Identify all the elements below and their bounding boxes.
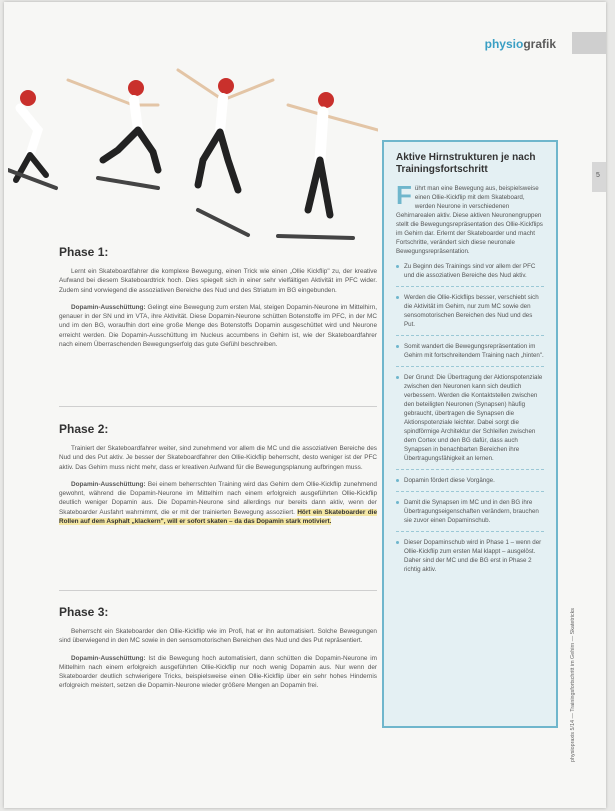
phase-2-title: Phase 2: [59, 422, 109, 436]
phase-3-title: Phase 3: [59, 605, 109, 619]
info-box [382, 140, 558, 728]
highlighted-statement: Hört ein Skateboarder die Rollen auf dem Asphalt „klackern", will er sofort skaten – da das Dopamin stark motiviert. [59, 508, 377, 526]
list-divider [396, 469, 544, 470]
bullet-icon [396, 479, 399, 482]
list-divider [396, 286, 544, 287]
page-tab: 5 [592, 162, 606, 192]
phase-1-body [59, 267, 377, 349]
divider [59, 590, 377, 591]
phase-2-body [59, 444, 377, 526]
bullet-icon [396, 501, 399, 504]
phase-1-paragraph-2: Dopamin-Ausschüttung: Gelingt eine Bewegung zum ersten Mal, steigen Dopamin-Neurone im Mittelhirn, genauer in der SN und im VTA, ihre Aktivität. Diese Dopamin-Neurone schütten Botenstoffe im PFC, in der MC und im den BG, woraufhin dort eine große Menge des Botenstoffs Dopamin ausgeschüttet wird und Neurone erreicht werden. Die Dopamin-Ausschüttung im Nucleus accumbens in Gehirn ist, wie der Skateboardfahrer nach einem Überraschenden Bewegungserfolg das gute Gefühl beschreiben. [59, 303, 377, 349]
list-divider [396, 531, 544, 532]
drop-cap: F [396, 180, 412, 210]
phase-2-paragraph-1: Trainiert der Skateboardfahrer weiter, sind zunehmend vor allem die MC und die assoziativen Bereiche des Nud und des Put aktiv. Je besser der Skateboardfahrer den Ollie-Kickflip beherrscht, desto weniger ist der PFC aktiv. Das Gehirn muss nicht mehr, dass er kreativen Aufwand für die Bewegungsplanung aufbringen muss. [59, 445, 377, 471]
magazine-page [4, 2, 606, 808]
skateboarder-photo [8, 60, 378, 250]
list-item: Der Grund: Die Übertragung der Aktionspotenziale zwischen den Neuronen kann sich deutlich verbessern. Werden die Kontaktstellen zwischen den beteiligten Neuronen (Synapsen) häufig gebraucht, übertragen die Synapsen die Aktionspotenziale leichter. Dabei sorgt die spindförmige Architektur der Schleifen zwischen dem Cortex und den BG dafür, dass auch Synapsen in benachbarten Bereichen ihre Übertragungsfähigkeit an lernen. [396, 373, 544, 463]
phase-2-paragraph-2: Dopamin-Ausschüttung: Bei einem beherrschten Training wird das Gehirn dem Ollie-Kickflip zunehmend gewohnt, während die Dopamin-Neurone im Mittelhirn nach einem erfolgreich ausgeführten Ollie-Kickflip deutlich weniger Dopamin aus. Die Dopamin-Neurone sind allerdings nur bereits dann aktiv, wenn der Skateboarder Ausfahrt wahrnimmt, die er mit der trainierten Bewegung assoziiert. Hört ein Skateboarder die Rollen auf dem Asphalt „klackern", will er sofort skaten – da das Dopamin stark motiviert. [59, 480, 377, 526]
bullet-icon [396, 376, 399, 379]
list-item: Werden die Ollie-Kickflips besser, verschiebt sich die Aktivität im Gehirn, nur zum MC sowie den sensomotorischen Bereichen des Nud und des Put. [396, 293, 544, 329]
vertical-credit-line: physiopraxis 5/14 — Trainingsfortschritt im Gehirn — Skatetricks [570, 608, 576, 762]
list-item: Damit die Synapsen im MC und in den BG ihre Übertragungseigenschaften verändern, brauchen sie zuvor einen Dopaminschub. [396, 498, 544, 525]
list-item: Dieser Dopaminschub wird in Phase 1 – wenn der Ollie-Kickflip zum ersten Mal klappt – ausgelöst. Daher sind der MC und die BG erst in Phase 2 richtig aktiv. [396, 538, 544, 574]
brand-logo: physiografik [484, 37, 556, 51]
phase-3-paragraph-1: Beherrscht ein Skateboarder den Ollie-Kickflip wie im Profi, hat er ihn automatisiert. Solche Bewegungen sind überwiegend in den MC sowie in den sensomotorischen Bereichen des Nud und des Put repräsentiert. [59, 628, 377, 645]
bullet-icon [396, 265, 399, 268]
list-divider [396, 366, 544, 367]
phase-3-body [59, 627, 377, 691]
info-box-list [396, 262, 544, 574]
phase-1-title: Phase 1: [59, 245, 109, 259]
list-divider [396, 491, 544, 492]
list-item: Dopamin fördert diese Vorgänge. [396, 476, 544, 485]
phase-1-paragraph-1: Lernt ein Skateboardfahrer die komplexe Bewegung, einen Trick wie einen „Ollie Kickflip" zu, der kreative Aufwand bei diesem Skateboardtrick hoch. Dies spiegelt sich in einer sehr vielfältigen Aktivität im PFC wider. Zudem sind vorwiegend die assoziativen Bereiche des Nud und des Striatum im BG eingebunden. [59, 268, 377, 294]
phase-1-section [59, 245, 377, 357]
divider [59, 406, 377, 407]
bullet-icon [396, 541, 399, 544]
list-item: Zu Beginn des Trainings sind vor allem der PFC und die assoziativen Bereiche des Nud aktiv. [396, 262, 544, 280]
bullet-icon [396, 345, 399, 348]
skateboarder-sequence-image [8, 60, 378, 250]
list-item: Somit wandert die Bewegungsrepräsentation im Gehirn mit fortschreitendem Training nach „hinten". [396, 342, 544, 360]
phase-2-section [59, 422, 377, 534]
info-box-title: Aktive Hirnstrukturen je nach Trainingsfortschritt [396, 152, 536, 175]
phase-3-paragraph-2: Dopamin-Ausschüttung: Ist die Bewegung hoch automatisiert, dann schütten die Dopamin-Neurone im Mittelhirn nach einem erfolgreich ausgeführten Ollie-Kickflip nur noch wenig Dopamin aus. Nur wenn der Skateboarder deutlich schwierigere Tricks, beispielsweise einen Ollie-Kickflip über ein sehr hohes Hindernis erfolgreich meistert, setzen die Dopamin-Neurone wieder größere Mengen an Dopamin frei. [59, 654, 377, 690]
info-box-intro: Führt man eine Bewegung aus, beispielsweise einen Ollie-Kickflip mit dem Skateboard, werden Neurone in verschiedenen Gehirnarealen aktiv. Diese aktiven Neuronengruppen stellt die Bewegungsrepräsentation des Ollie-Kickflips im Gehirn dar. Erlernt der Skateboarder und macht Fortschritte, verändert sich diese neuronale Bewegungsrepräsentation. [396, 180, 543, 255]
list-divider [396, 335, 544, 336]
brand-bar [572, 32, 606, 54]
bullet-icon [396, 296, 399, 299]
phase-3-section [59, 605, 377, 699]
